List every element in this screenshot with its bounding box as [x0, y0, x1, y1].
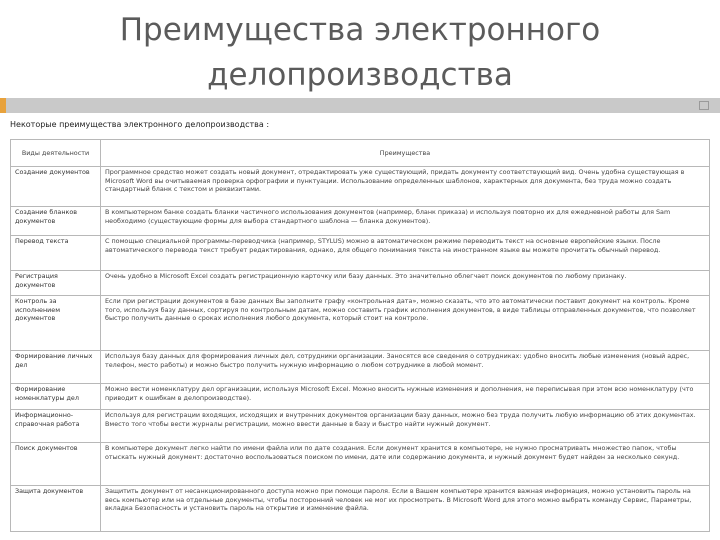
- row-benefit: Очень удобно в Microsoft Excel создать регистрационную карточку или базу данных. Это значительно облегчает поиск документов по любому признаку.: [101, 271, 710, 296]
- slide-title: [0, 8, 720, 98]
- row-activity: Формирование номенклатуры дел: [11, 384, 101, 410]
- row-activity: Формирование личных дел: [11, 351, 101, 384]
- header-activity: Виды деятельности: [11, 140, 101, 167]
- row-activity: Перевод текста: [11, 236, 101, 271]
- table-row: [11, 167, 710, 207]
- row-activity: Регистрация документов: [11, 271, 101, 296]
- row-activity: Контроль за исполнением документов: [11, 296, 101, 351]
- table-row: [11, 351, 710, 384]
- table-row: [11, 207, 710, 236]
- row-benefit: Программное средство может создать новый документ, отредактировать уже существующий, придать документу соответствующий вид. Очень удобна существующая в Microsoft Word вы очитываемая проверка орфографии и пунктуации. Использование определенных шаблонов, характерных для документа, без труда можно создать стандартный бланк с текстом и реквизитами.: [101, 167, 710, 207]
- document-image: [4, 117, 718, 538]
- table-row: [11, 486, 710, 532]
- table-row: [11, 271, 710, 296]
- row-activity: Создание документов: [11, 167, 101, 207]
- row-benefit: Защитить документ от несанкционированного доступа можно при помощи пароля. Если в Вашем компьютере хранится важная информация, можно установить пароль на весь компьютер или на отдельные документы, чтобы посторонний человек не мог их просмотреть. В Microsoft Word для этого можно выбрать команду Сервис, Параметры, вкладка Безопасность и установить пароль на открытие и изменение файла.: [101, 486, 710, 532]
- row-benefit: С помощью специальной программы-переводчика (например, STYLUS) можно в автоматическом режиме переводить текст на основные европейские языки. После автоматического перевода текст требует редактирования, однако, для общего понимания текста на иностранном языке вы можете прочитать обычный перевод.: [101, 236, 710, 271]
- row-activity: Поиск документов: [11, 443, 101, 486]
- row-benefit: В компьютерном банке создать бланки частичного использования документов (например, бланк приказа) и используя повторно их для ежедневной работы для Sam необходимо (существующие формы для выбора стандартного шаблона — бланка документов).: [101, 207, 710, 236]
- checkbox-bullet-icon: [699, 101, 709, 110]
- row-activity: Защита документов: [11, 486, 101, 532]
- row-benefit: В компьютере документ легко найти по имени файла или по дате создания. Если документ хранится в компьютере, не нужно просматривать множество папок, чтобы отыскать нужный документ: достаточно воспользоваться поиском по имени, дате или содержанию документа, и нужный документ будет найден за несколько секунд.: [101, 443, 710, 486]
- row-benefit: Можно вести номенклатуру дел организации, используя Microsoft Excel. Можно вносить нужные изменения и дополнения, не переписывая при этом всю номенклатуру (что приводит к ошибкам в делопроизводстве).: [101, 384, 710, 410]
- table-header-row: [11, 140, 710, 167]
- table-row: [11, 410, 710, 443]
- divider-band: [6, 98, 720, 113]
- row-benefit: Если при регистрации документов в базе данных Вы заполните графу «контрольная дата», можно сказать, что это автоматически поставит документ на контроль. Кроме того, используя базу данных, сортируя по контрольным датам, можно составить график исполнения документов, в виде таблицы отправленных документов, что позволяет быстро получить данные о сроках исполнения любого документа, который стоит на контроле.: [101, 296, 710, 351]
- benefits-table: [10, 139, 710, 532]
- row-activity: Информационно-справочная работа: [11, 410, 101, 443]
- row-activity: Создание бланков документов: [11, 207, 101, 236]
- header-benefits: Преимущества: [101, 140, 710, 167]
- table-row: [11, 236, 710, 271]
- table-row: [11, 384, 710, 410]
- slide-title-line-2: делопроизводства: [207, 57, 513, 93]
- row-benefit: Используя для регистрации входящих, исходящих и внутренних документов организации базу данных, можно без труда получить любую информацию об этих документах. Вместо того чтобы вести журналы регистрации, можно ввести данные в базу и быстро найти нужный документ.: [101, 410, 710, 443]
- row-benefit: Используя базу данных для формирования личных дел, сотрудники организации. Заносятся все сведения о сотрудниках: удобно вносить любые изменения (новый адрес, телефон, место работы) и можно быстро получить нужную информацию о любом сотруднике в любой момент.: [101, 351, 710, 384]
- document-caption: Некоторые преимущества электронного делопроизводства :: [10, 120, 270, 129]
- table-row: [11, 443, 710, 486]
- table-row: [11, 296, 710, 351]
- slide-title-line-1: Преимущества электронного: [119, 12, 601, 48]
